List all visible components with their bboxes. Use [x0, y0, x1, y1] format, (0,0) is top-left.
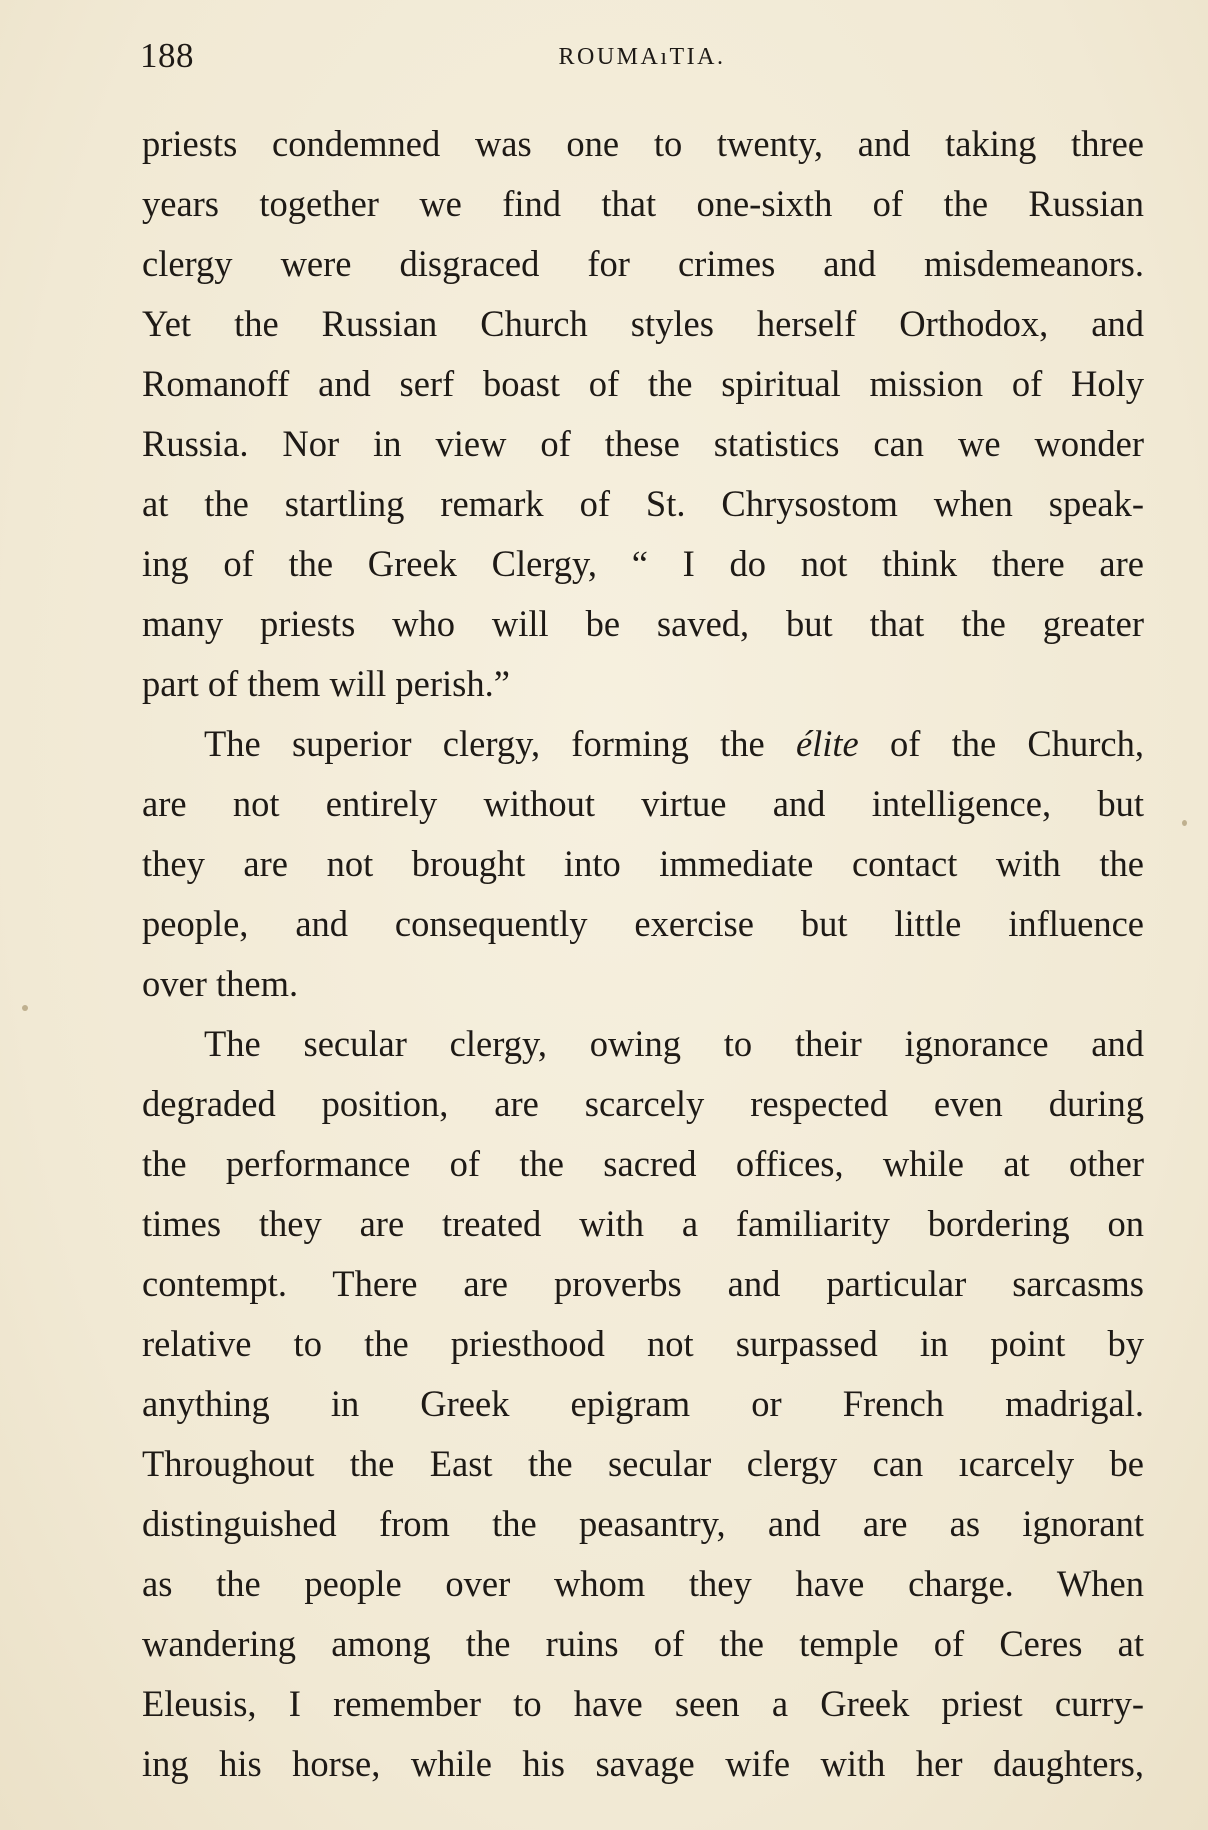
paper-speck	[1182, 820, 1187, 826]
text-line: The secular clergy, owing to their ignorance and	[204, 1023, 1144, 1064]
running-head	[140, 36, 1144, 76]
text-line: ing of the Greek Clergy, “ I do not think there are	[142, 543, 1144, 584]
text-line: relative to the priesthood not surpassed in point by	[142, 1323, 1144, 1364]
text-line: The superior clergy, forming the élite of the Church,	[204, 723, 1144, 764]
text-line: wandering among the ruins of the temple of Ceres at	[142, 1623, 1144, 1664]
text-line: times they are treated with a familiarity bordering on	[142, 1203, 1144, 1244]
paragraph-3	[142, 1014, 1144, 1794]
paragraph-2	[142, 714, 1144, 1014]
text-line: clergy were disgraced for crimes and misdemeanors.	[142, 243, 1144, 284]
text-line: Eleusis, I remember to have seen a Greek priest curry-	[142, 1683, 1144, 1724]
text-line: as the people over whom they have charge. When	[142, 1563, 1144, 1604]
text-line: priests condemned was one to twenty, and taking three	[142, 123, 1144, 164]
text-line: degraded position, are scarcely respected even during	[142, 1083, 1144, 1124]
text-line: at the startling remark of St. Chrysostom when speak-	[142, 483, 1144, 524]
text-line: Yet the Russian Church styles herself Orthodox, and	[142, 303, 1144, 344]
text-line: ing his horse, while his savage wife with her daughters,	[142, 1743, 1144, 1784]
text-line: they are not brought into immediate contact with the	[142, 843, 1144, 884]
paragraph-1	[142, 114, 1144, 714]
text-line: Throughout the East the secular clergy can ıcarcely be	[142, 1443, 1144, 1484]
text-line: contempt. There are proverbs and particular sarcasms	[142, 1263, 1144, 1304]
text-line: people, and consequently exercise but little influence	[142, 903, 1144, 944]
text-line: the performance of the sacred offices, while at other	[142, 1143, 1144, 1184]
text-line: anything in Greek epigram or French madrigal.	[142, 1383, 1144, 1424]
text-line: over them.	[142, 963, 299, 1004]
italic-word: élite	[795, 723, 859, 764]
text-line: Romanoff and serf boast of the spiritual mission of Holy	[142, 363, 1144, 404]
text-line: distinguished from the peasantry, and are as ignorant	[142, 1503, 1144, 1544]
body-text	[142, 114, 1144, 1794]
paper-speck	[22, 1005, 28, 1011]
text-line: many priests who will be saved, but that the greater	[142, 603, 1144, 644]
text-line: are not entirely without virtue and intelligence, but	[142, 783, 1144, 824]
text-line: years together we find that one-sixth of the Russian	[142, 183, 1144, 224]
running-title: ROUMAıTIA.	[558, 44, 726, 70]
text-line: Russia. Nor in view of these statistics can we wonder	[142, 423, 1144, 464]
page-number: 188	[140, 36, 194, 75]
text-line: part of them will perish.”	[142, 663, 510, 704]
